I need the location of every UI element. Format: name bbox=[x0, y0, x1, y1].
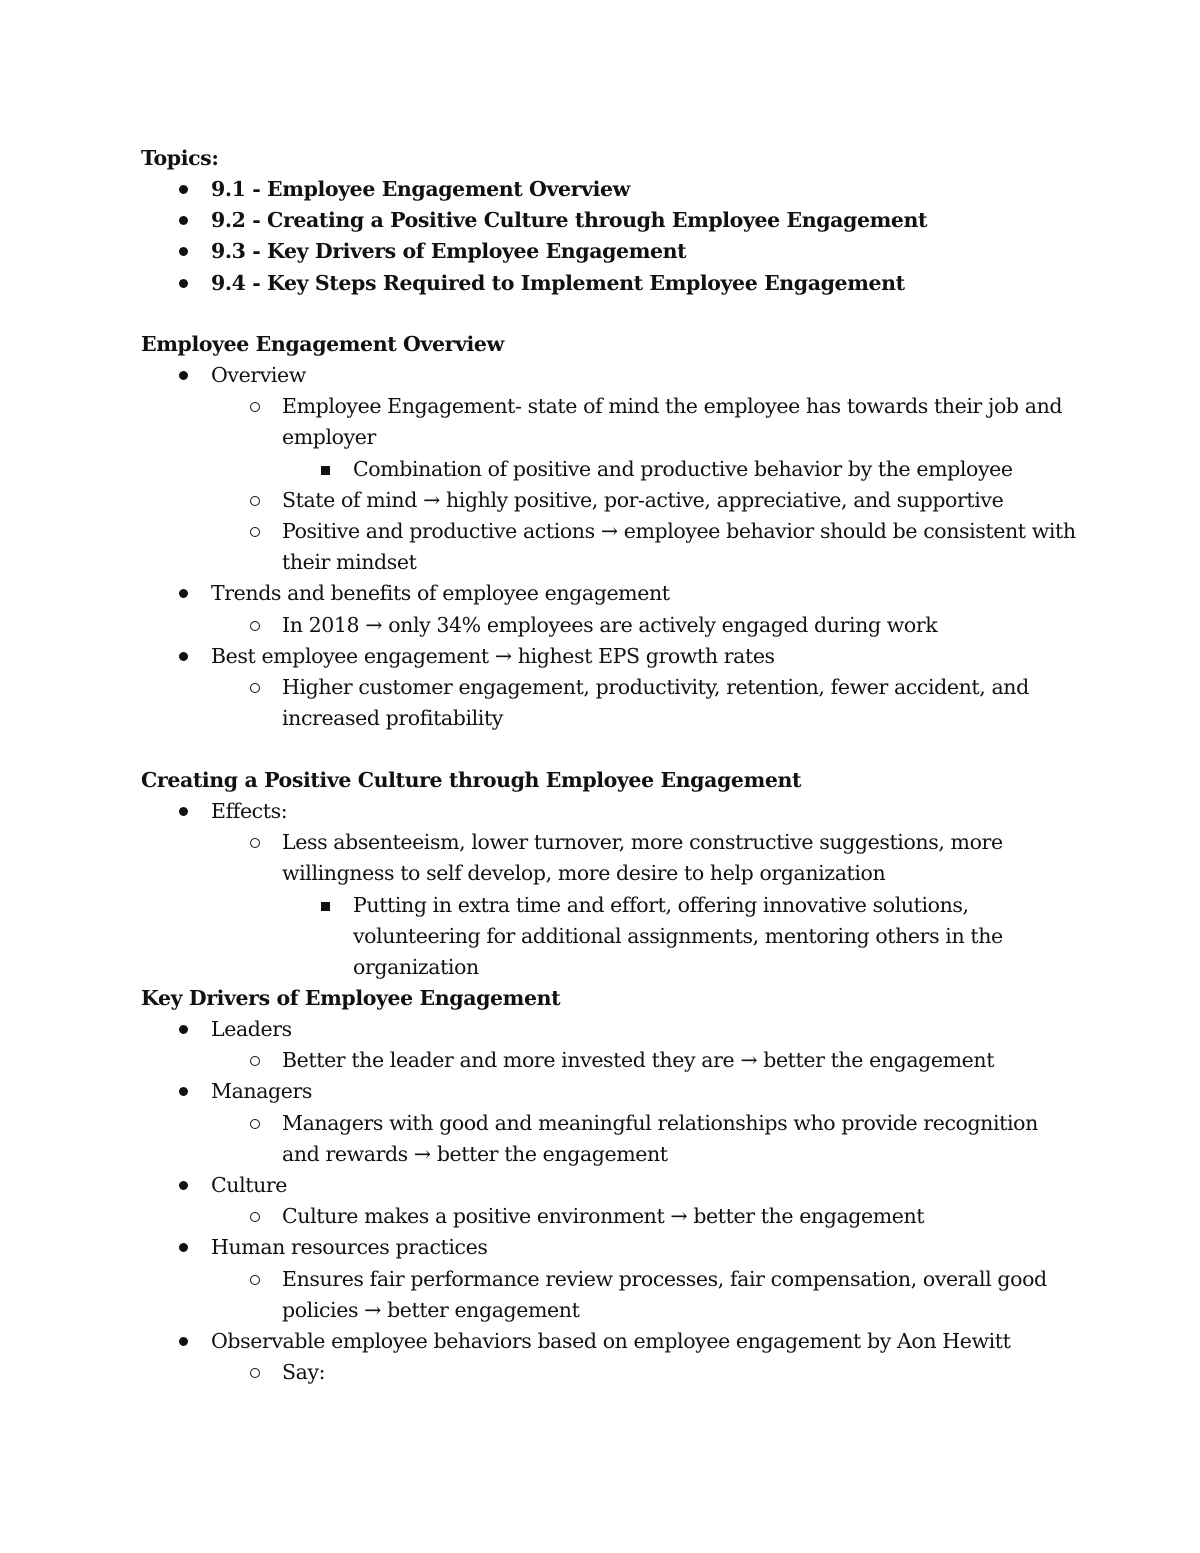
bullet-circle-icon bbox=[250, 527, 260, 537]
list-item: Effects: bbox=[141, 796, 1081, 827]
bullet-dot-icon bbox=[179, 807, 188, 816]
bullet-circle-icon bbox=[250, 496, 260, 506]
list-item: In 2018 → only 34% employees are actively engaged during work bbox=[141, 610, 1081, 641]
list-item: Human resources practices bbox=[141, 1232, 1081, 1263]
drivers-outline bbox=[141, 1014, 1081, 1388]
list-item: Culture bbox=[141, 1170, 1081, 1201]
bullet-circle-icon bbox=[250, 402, 260, 412]
list-item: Trends and benefits of employee engagement bbox=[141, 578, 1081, 609]
list-item: Managers bbox=[141, 1076, 1081, 1107]
bullet-dot-icon bbox=[179, 185, 188, 194]
bullet-circle-icon bbox=[250, 1212, 260, 1222]
list-item: Better the leader and more invested they are → better the engagement bbox=[141, 1045, 1081, 1076]
bullet-dot-icon bbox=[179, 371, 188, 380]
list-item: Combination of positive and productive behavior by the employee bbox=[141, 454, 1081, 485]
bullet-dot-icon bbox=[179, 247, 188, 256]
topic-item: 9.3 - Key Drivers of Employee Engagement bbox=[141, 236, 1081, 267]
bullet-square-icon bbox=[321, 902, 330, 911]
section-heading-overview: Employee Engagement Overview bbox=[141, 332, 504, 356]
topic-item: 9.1 - Employee Engagement Overview bbox=[141, 174, 1081, 205]
list-item: Putting in extra time and effort, offering innovative solutions, volunteering for additional assignments, mentoring others in the organization bbox=[141, 890, 1081, 984]
list-item: Employee Engagement- state of mind the employee has towards their job and employer bbox=[141, 391, 1081, 453]
list-item: Culture makes a positive environment → better the engagement bbox=[141, 1201, 1081, 1232]
bullet-dot-icon bbox=[179, 589, 188, 598]
topics-label: Topics: bbox=[141, 146, 219, 170]
bullet-circle-icon bbox=[250, 621, 260, 631]
bullet-square-icon bbox=[321, 466, 330, 475]
bullet-circle-icon bbox=[250, 1368, 260, 1378]
topic-item: 9.4 - Key Steps Required to Implement Employee Engagement bbox=[141, 268, 1081, 299]
topic-item: 9.2 - Creating a Positive Culture through Employee Engagement bbox=[141, 205, 1081, 236]
section-heading-culture: Creating a Positive Culture through Employee Engagement bbox=[141, 768, 802, 792]
section-heading-drivers: Key Drivers of Employee Engagement bbox=[141, 986, 561, 1010]
list-item: State of mind → highly positive, por-active, appreciative, and supportive bbox=[141, 485, 1081, 516]
bullet-dot-icon bbox=[179, 1243, 188, 1252]
list-item: Leaders bbox=[141, 1014, 1081, 1045]
list-item: Ensures fair performance review processes, fair compensation, overall good policies → better engagement bbox=[141, 1264, 1081, 1326]
bullet-dot-icon bbox=[179, 216, 188, 225]
list-item: Say: bbox=[141, 1357, 1081, 1388]
bullet-circle-icon bbox=[250, 1056, 260, 1066]
bullet-circle-icon bbox=[250, 1119, 260, 1129]
bullet-dot-icon bbox=[179, 1087, 188, 1096]
list-item: Observable employee behaviors based on employee engagement by Aon Hewitt bbox=[141, 1326, 1081, 1357]
bullet-circle-icon bbox=[250, 838, 260, 848]
bullet-dot-icon bbox=[179, 1181, 188, 1190]
bullet-dot-icon bbox=[179, 279, 188, 288]
list-item: Overview bbox=[141, 360, 1081, 391]
list-item: Positive and productive actions → employee behavior should be consistent with their mindset bbox=[141, 516, 1081, 578]
culture-outline bbox=[141, 796, 1081, 983]
list-item: Less absenteeism, lower turnover, more constructive suggestions, more willingness to self develop, more desire to help organization bbox=[141, 827, 1081, 889]
overview-outline bbox=[141, 360, 1081, 734]
list-item: Higher customer engagement, productivity, retention, fewer accident, and increased profitability bbox=[141, 672, 1081, 734]
topics-list bbox=[141, 174, 1081, 299]
bullet-dot-icon bbox=[179, 1337, 188, 1346]
list-item: Best employee engagement → highest EPS growth rates bbox=[141, 641, 1081, 672]
bullet-circle-icon bbox=[250, 683, 260, 693]
bullet-circle-icon bbox=[250, 1275, 260, 1285]
bullet-dot-icon bbox=[179, 652, 188, 661]
bullet-dot-icon bbox=[179, 1025, 188, 1034]
list-item: Managers with good and meaningful relationships who provide recognition and rewards → better the engagement bbox=[141, 1108, 1081, 1170]
